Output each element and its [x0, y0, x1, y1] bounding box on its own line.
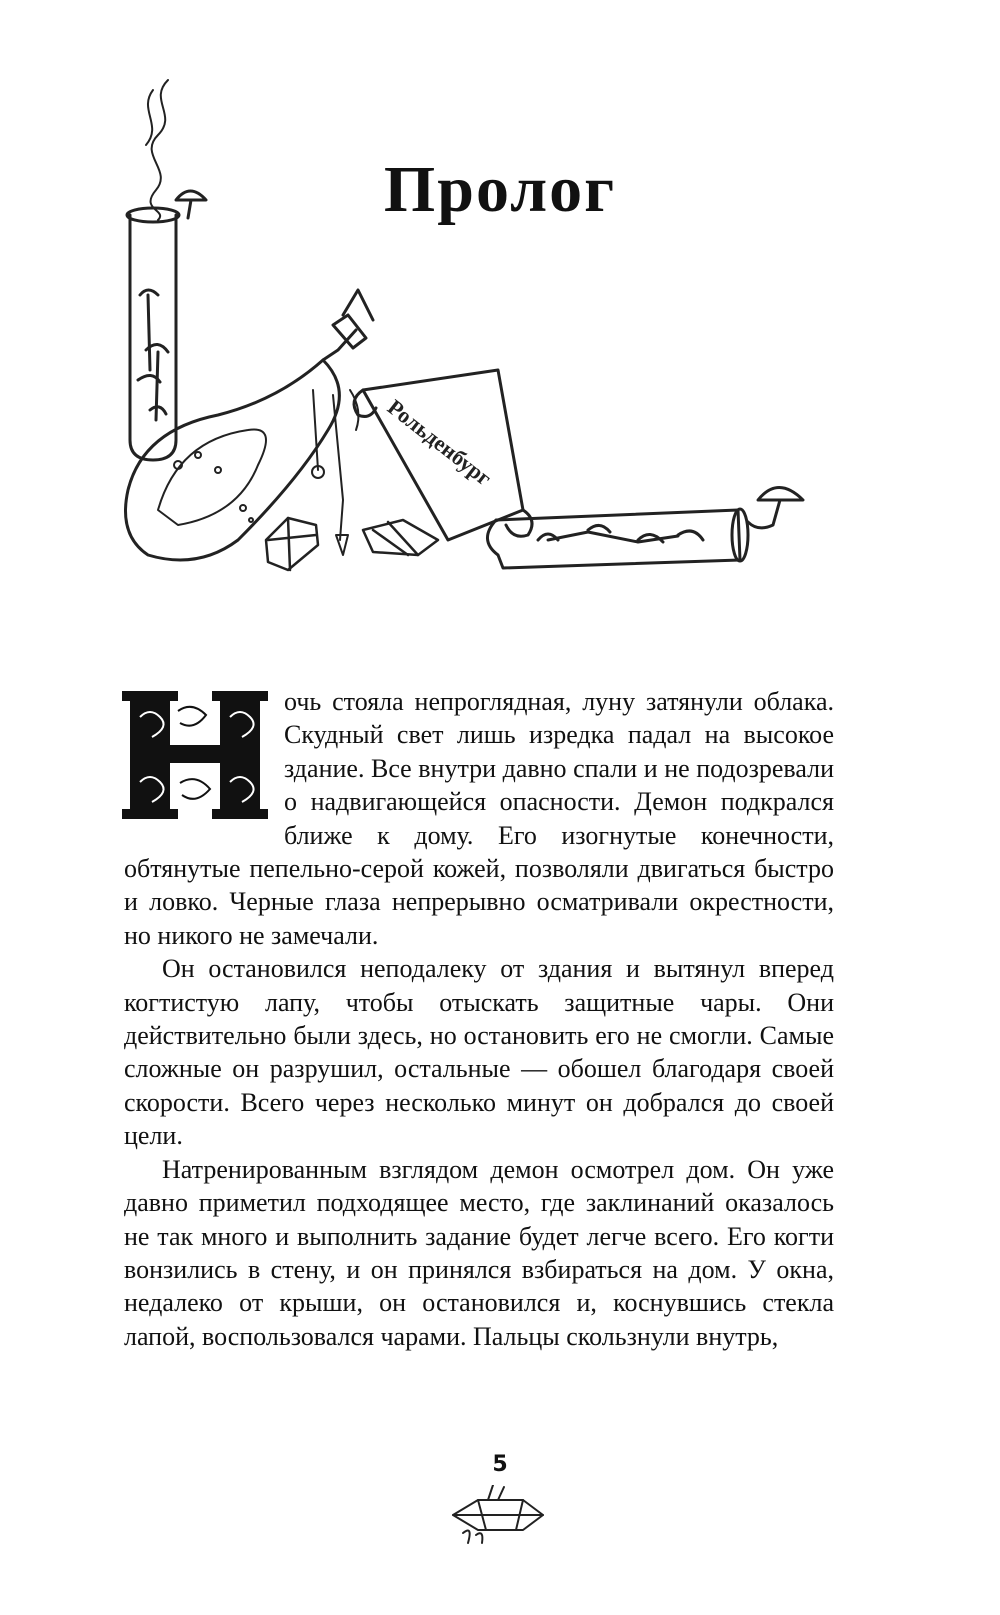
ornate-drop-cap-icon [122, 687, 272, 823]
paragraph: Натренированным взглядом демон осмотрел дом. Он уже давно приметил подходящее место, где заклинаний оказалось не так много и выполнить задание будет легче всего. Его когти вонзились в стену, и он принялся взбираться на дом. У окна, недалеко от крыши, он остановился и, коснувшись стекла лапой, воспользовался чарами. Пальцы скользнули внутрь, [124, 1154, 834, 1351]
page-number: 5 [492, 1452, 508, 1477]
paragraph-text: очь стояла непроглядная, луну затянули облака. Скудный свет лишь изредка падал на высокое здание. Все внутри давно спали и не подозревали о надвигающейся опасности. Демон подкрался ближе к дому. Его изогнутые конечности, обтянутые пепельно-серой кожей, позволяли двигаться быстро и ловко. Черные глаза непрерывно осматривали окрестности, но никого не замечали. [124, 687, 834, 950]
test-tube-left-icon [127, 208, 179, 460]
alchemy-illustration [118, 70, 858, 630]
scroll-label: Рольденбург [382, 394, 497, 491]
crystal-with-herbs-icon [438, 1485, 558, 1545]
paragraph [124, 685, 834, 952]
chapter-body [124, 685, 834, 1353]
scroll-icon [354, 370, 532, 540]
paragraph: Он остановился неподалеку от здания и вытянул вперед когтистую лапу, чтобы отыскать защитные чары. Они действительно были здесь, но остановить его не смогли. Самые сложные он разрушил, остальные — обошел благодаря своей скорости. Всего через несколько минут он добрался до своей цели. [124, 954, 834, 1151]
chapter-title: Пролог [383, 153, 617, 227]
drop-cap [122, 687, 272, 823]
test-tube-right-icon [487, 509, 748, 568]
mushroom-icon [748, 488, 803, 528]
pendant-icon [312, 390, 358, 555]
mushroom-icon [176, 191, 206, 218]
smoke-icon [146, 80, 168, 220]
drop-cap-letter [122, 687, 123, 688]
crystal-icon [266, 518, 438, 570]
